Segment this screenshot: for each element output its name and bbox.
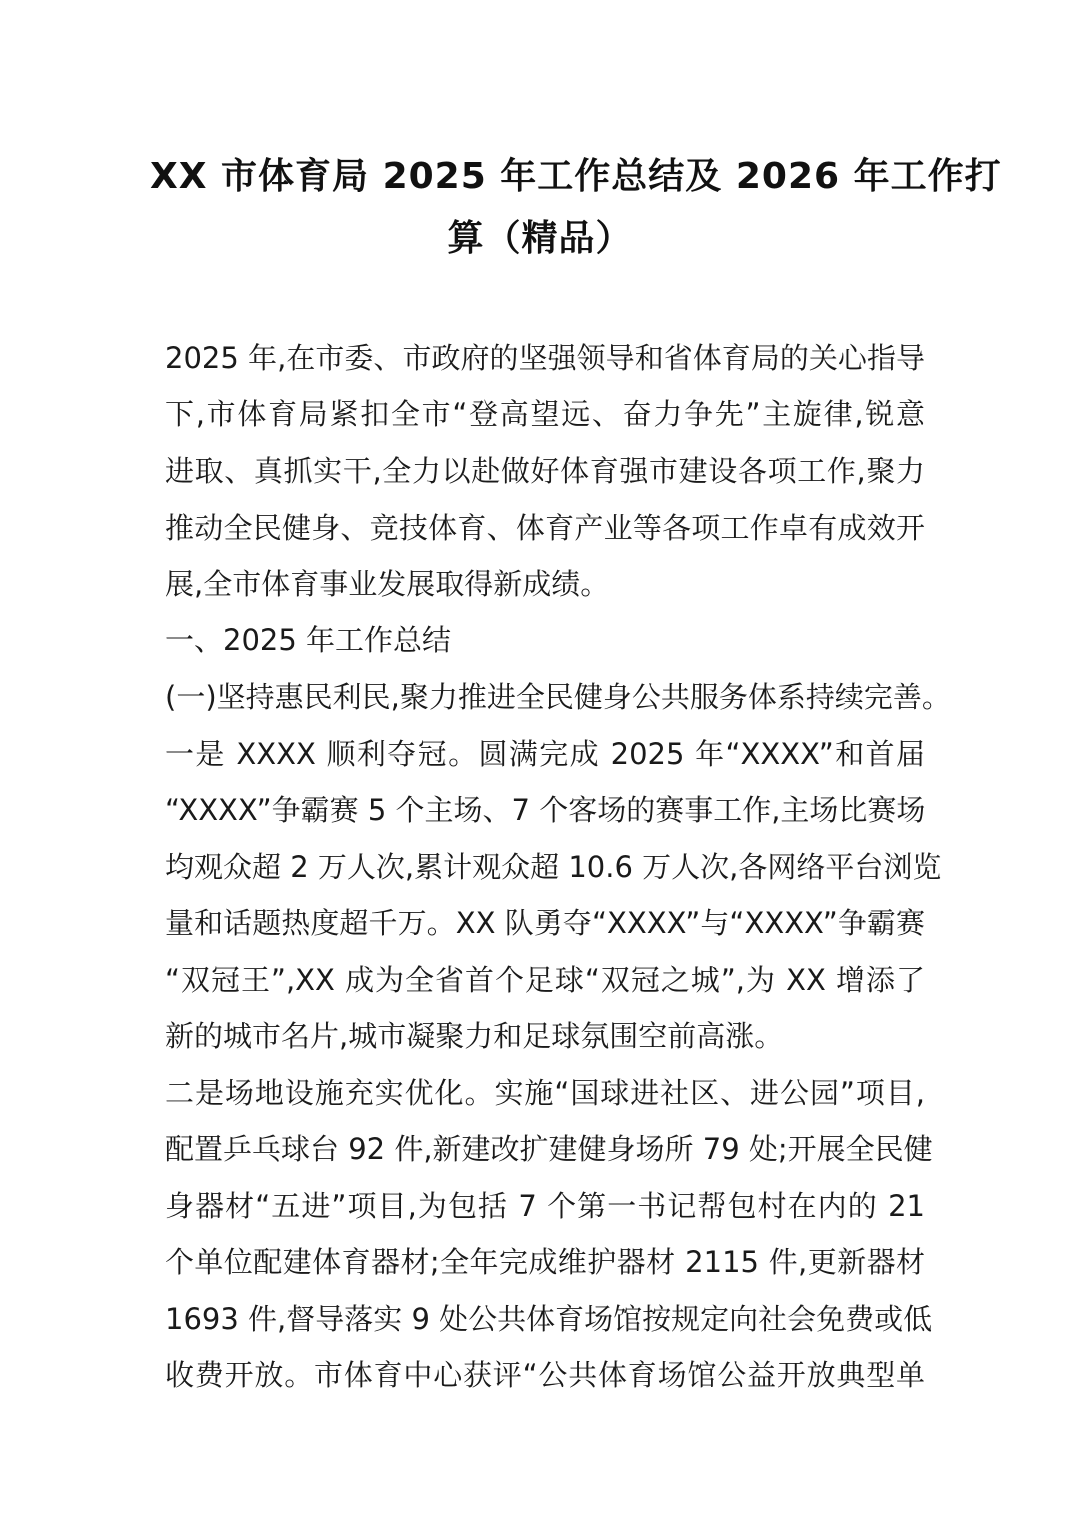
paragraph-line: 均观众超 2 万人次,累计观众超 10.6 万人次,各网络平台浏览 <box>165 850 942 884</box>
paragraph-line: 个单位配建体育器材;全年完成维护器材 2115 件,更新器材 <box>165 1245 925 1279</box>
paragraph-line: 展,全市体育事业发展取得新成绩。 <box>165 567 610 601</box>
paragraph-line: 收费开放。市体育中心获评“公共体育场馆公益开放典型单 <box>165 1358 925 1392</box>
paragraph-line: 1693 件,督导落实 9 处公共体育场馆按规定向社会免费或低 <box>165 1302 933 1336</box>
document-title-line-2: 算（精品） <box>447 218 633 259</box>
paragraph-line: “双冠王”,XX 成为全省首个足球“双冠之城”,为 XX 增添了 <box>165 963 925 997</box>
paragraph-line: “XXXX”争霸赛 5 个主场、7 个客场的赛事工作,主场比赛场 <box>165 793 926 827</box>
paragraph-line: 新的城市名片,城市凝聚力和足球氛围空前高涨。 <box>165 1019 784 1053</box>
paragraph-line: 一是 XXXX 顺利夺冠。圆满完成 2025 年“XXXX”和首届 <box>165 737 925 771</box>
paragraph-line: 推动全民健身、竞技体育、体育产业等各项工作卓有成效开 <box>165 511 925 545</box>
section-heading: 一、2025 年工作总结 <box>165 623 452 657</box>
document-title-line-1: XX 市体育局 2025 年工作总结及 2026 年工作打 <box>150 156 1002 197</box>
paragraph-line: 下,市体育局紧扣全市“登高望远、奋力争先”主旋律,锐意 <box>165 397 925 431</box>
subsection-heading: (一)坚持惠民利民,聚力推进全民健身公共服务体系持续完善。 <box>165 680 951 714</box>
paragraph-line: 量和话题热度超千万。XX 队勇夺“XXXX”与“XXXX”争霸赛 <box>165 906 925 940</box>
paragraph-line: 进取、真抓实干,全力以赴做好体育强市建设各项工作,聚力 <box>165 454 925 488</box>
paragraph-line: 配置乒乓球台 92 件,新建改扩建健身场所 79 处;开展全民健 <box>165 1132 933 1166</box>
paragraph-line: 2025 年,在市委、市政府的坚强领导和省体育局的关心指导 <box>165 341 925 375</box>
paragraph-line: 二是场地设施充实优化。实施“国球进社区、进公园”项目, <box>165 1076 925 1110</box>
paragraph-line: 身器材“五进”项目,为包括 7 个第一书记帮包村在内的 21 <box>165 1189 925 1223</box>
